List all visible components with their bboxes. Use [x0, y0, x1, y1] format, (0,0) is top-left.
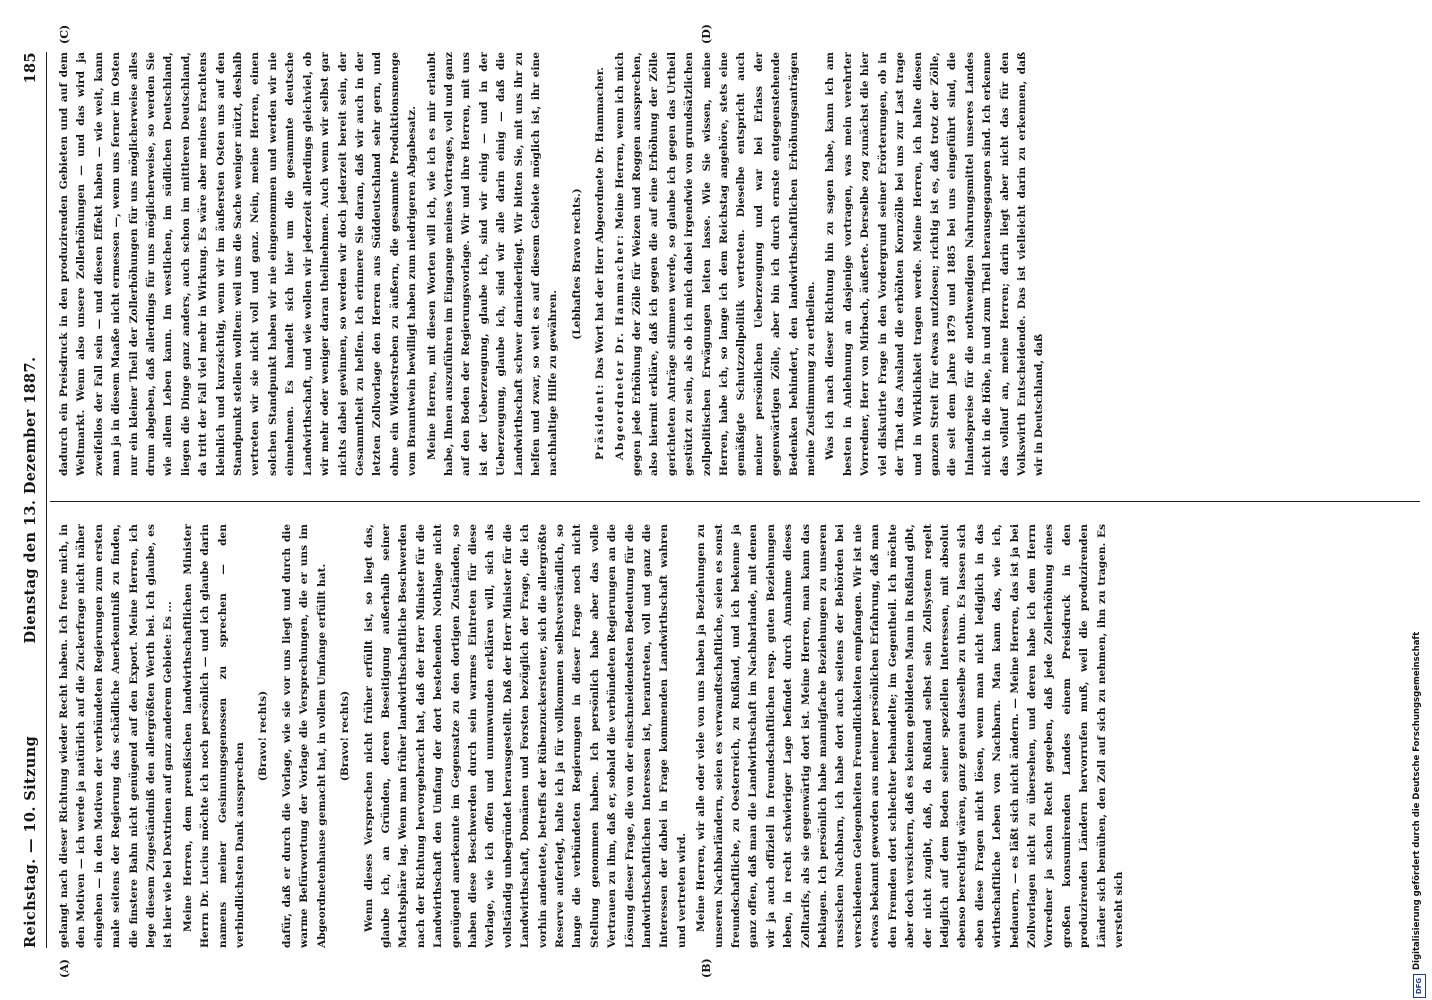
paragraph: dafür, daß er durch die Vorlage, wie sie vor uns liegt und durch die warme Befürwortung der Vorlage die Versprechungen, die er uns im Abgeordnetenhause gemacht hat, in vollem Umfange erfüllt hat.: [280, 524, 328, 948]
margin-marker-b: (B): [700, 958, 713, 978]
margin-marker-c: (C): [58, 24, 71, 44]
paragraph: Was ich nach dieser Richtung hin zu sagen habe, kann ich am besten in Anlehnung an dasjenige vortragen, was mein verehrter Vorredner, Herr von Mirbach, äußerte. Derselbe zog zunächst die hier viel diskutirte Frage in den Vordergrund seiner Erörterungen, ob in der That das Ausland die erhöhten Kornzölle bei uns zur Last trage und in Wirklichkeit tragen werde. Meine Herren, ich halte diesen ganzen Streit für etwas nutzlosen; richtig ist es, daß trotz der Zölle, die seit dem Jahre 1879 und 1885 bei uns eingeführt sind, die Inlandspreise für die nothwendigen Nahrungsmittel unseres Landes nicht in die Höhe, in und zum Theil herausgegangen sind. Ich erkenne das vollauf an, meine Herren; darin liegt aber nicht das für den Volkswirth Entscheidende. Das ist vielleicht darin zu erkennen, daß wir in Deutschland, daß: [824, 52, 1046, 476]
speech-text: Das Wort hat der Herr Abgeordnete Dr. Hammacher.: [594, 67, 607, 383]
page-number: 185: [22, 52, 39, 84]
stage-direction: (Bravo! rechts): [339, 690, 352, 782]
column-divider: [50, 501, 1420, 502]
speaker-name: Präsident:: [594, 382, 607, 460]
paragraph: Meine Herren, wir alle oder viele von uns haben ja Beziehungen zu unseren Nachbarländern, seien es verwandtschaftliche, seien es sonst freundschaftliche, zu Oesterreich, zu Rußland, und ich bekenne ja ganz offen, daß man die Landwirthschaft im Nachbarlande, mit denen wir ja auch offiziell in freundschaftlichen resp. guten Beziehungen leben, in recht schwieriger Lage befindet durch Annahme dieses Zolltarifs, als sie gegenwärtig dort ist. Meine Herren, man kann das beklagen. Ich persönlich habe mannigfache Beziehungen zu unseren russischen Nachbarn, ich habe dort auch seitens der Behörden bei verschiedenen Gelegenheiten Freundlichkeiten empfangen. Wir ist nie etwas bekannt geworden aus meiner persönlichen Erfahrung, daß man den Fremden dort schlechter behandelte; im Gegentheil. Ich möchte aber doch versichern, daß es keinen gebildeten Mann in Rußland gibt, der nicht zugibt, daß, da Rußland selbst sein Zollsystem regelt lediglich auf dem Boden seiner speziellen Interessen, mit absolut ebenso berechtigt wären, ganz genau dasselbe zu thun. Es lassen sich eben diese Fragen nicht lösen, wenn man nicht lediglich in das wirthschaftliche Leben von Nachbarn. Man kann das, wie ich, bedauern, — es läßt sich nicht ändern. — Meine Herren, das ist ja bei Zollvorlagen nicht zu übersehen, und deren habe ich dem Herrn Vorredner ja schon Recht gegeben, daß jede Zollerhöhung eines großen konsumirenden Landes einem Preisdruck in den produzirenden Ländern hervorrufen muß, weil die produzirenden Länder sich bemühen, den Zoll auf sich zu nehmen, ihn zu tragen. Es versteht sich: [695, 524, 1125, 948]
page-header: [18, 52, 46, 948]
header-date: Dienstag den 13. Dezember 1887.: [22, 356, 39, 644]
margin-marker-d: (D): [700, 24, 713, 44]
right-text-column: [56, 52, 1416, 476]
paragraph: [592, 52, 609, 476]
paragraph: gelangt nach dieser Richtung wieder Recht haben. Ich freue mich, in den Motiven — ich werde ja natürlich auf die Zuckerfrage nicht näher eingehen — in den Motiven der verbündeten Regierungen zum ersten male seitens der Regierung das schädliche Anerkenntniß zu finden, die finstere Bahn nicht genügend auf den Export. Meine Herren, ich lege diesem Zugeständniß den allergrößten Werth bei. Ich glaube, es ist hier wie bei Dextrinen auf ganz anderem Gebiete: Es ...: [58, 524, 175, 948]
paragraph: dadurch ein Preisdruck in den produzirenden Gebieten und auf dem Weltmarkt. Wenn also unsere Zollerhöhungen — und das wird ja zweifellos der Fall sein — und diesen Effekt haben — wie weit, kann man ja in diesem Maaße nicht ermessen —, wenn uns ferner im Osten nur ein kleiner Theil der Zollerhöhungen für uns möglicherweise alles drum abgeben, daß allerdings für uns möglicherweise, so werden Sie wie allem Leben kann. Im westlichen, im südlichen Deutschland, liegen die Dinge ganz anders, auch schon im mittleren Deutschland, da tritt der Fall viel mehr in Wirkung. Es wäre aber meines Erachtens kleinlich und kurzsichtig, wenn wir im äußersten Osten uns auf den Standpunkt stellen wollten: weil uns die Sache weniger nützt, deshalb vertreten wir sie nicht voll und ganz. Nein, meine Herren, einen solchen Standpunkt haben wir nie eingenommen und werden wir nie einnehmen. Es handelt sich hier um die gesammte deutsche Landwirthschaft, und wie wollen wir jederzeit allerdings gleichviel, ob wir mehr oder weniger daran theilnehmen. Auch wenn wir selbst gar nichts dabei gewinnen, so werden wir doch jederzeit bereit sein, der Gesammtheit zu helfen. Ich erinnere Sie daran, daß wir auch in der letzten Zollvorlage den Herren aus Süddeutschland sehr gern, und ohne ein Widerstreben zu äußern, die gesammte Produktionsmenge vom Branntwein bewilligt haben zum niedrigeren Abgabesatz.: [58, 52, 419, 476]
paragraph: Meine Herren, dem preußischen landwirthschaftlichen Minister Herrn Dr. Lucius möchte ich noch persönlich — und ich glaube darin namens meiner Gesinnungsgenossen zu sprechen — den verbindlichsten Dank aussprechen: [181, 524, 247, 948]
digitization-credit: [1412, 0, 1428, 1000]
paragraph: Meine Herren, mit diesen Worten will ich, wie ich es mir erlaubt habe, Ihnen auszuführen im Eingange meines Vortrages, voll und ganz auf den Boden der Regierungsvorlage. Wir und ihre Herren, mit uns ist der Ueberzeugung, glaube ich, sind wir einig — und in der Ueberzeugung, glaube ich, sind wir alle darin einig — daß die Landwirthschaft schwer darniederliegt. Wir bitten Sie, mit uns ihr zu helfen und zwar, so weit es auf diesem Gebiete möglich ist, ihr eine nachhaltige Hilfe zu gewähren.: [425, 52, 560, 476]
header-session: Reichstag. — 10. Sitzung: [22, 735, 39, 948]
paragraph: Wenn dieses Versprechen nicht früher erfüllt ist, so liegt das, glaube ich, an Gründen, deren Beseitigung außerhalb seiner Machtsphäre lag. Wenn man früher landwirthschaftliche Beschwerden nach der Richtung hervorgebracht hat, daß der Herr Minister für die Landwirthschaft den Umfang der dort bestehenden Nothlage nicht genügend anerkennte im Gegensatze zu den dortigen Zuständen, so haben diese Beschwerden durch sein warmes Eintreten für diese Vorlage, wie ich offen und unumwunden erklären will, sich als vollständig unbegründet herausgestellt. Daß der Herr Minister für die Landwirthschaft, Domänen und Forsten bezüglich der Frage, die ich vorhin andeutete, betreffs der Rübenzuckersteuer, sich die allergrößte Reserve auferlegt, halte ich ja für vollkommen selbstverständlich, so lange die verbündeten Regierungen in dieser Frage noch nicht Stellung genommen haben. Ich persönlich habe aber das volle Vertrauen zu ihm, daß er, sobald die verbündeten Regierungen an die Lösung dieser Frage, die von der einschneidendsten Bedeutung für die landwirthschaftlichen Interessen ist, herantreten, voll und ganz die Interessen der dabei in Frage kommenden Landwirthschaft wahren und vertreten wird.: [362, 524, 688, 948]
stage-direction: (Bravo! rechts): [257, 690, 270, 782]
dfg-logo: DFG: [1413, 974, 1426, 998]
margin-marker-a: (A): [58, 959, 71, 978]
header-rule: [46, 52, 47, 948]
speaker-name: Abgeordneter Dr. Hammacher:: [613, 233, 626, 460]
paragraph: [612, 52, 821, 476]
stage-direction: (Lebhaftes Bravo rechts.): [570, 188, 583, 340]
digitization-credit-text: Digitalisierung gefördert durch die Deutsche Forschungsgemeinschaft: [1412, 631, 1422, 970]
left-text-column: [56, 524, 1416, 948]
speech-text: Meine Herren, wenn ich mich gegen jede Erhöhung der Zölle für Weizen und Roggen aussprechen, also hiermit erkläre, daß ich gegen die auf eine Erhöhung der Zölle gerichteten Anträge stimmen werde, so glaube ich gegen das Urtheil gestützt zu sein, als ob ich mich dabei irgendwie von grundsätzlichen zollpolitischen Erwägungen leiten lasse. Wie Sie wissen, meine Herren, habe ich, so lange ich dem Reichstag angehöre, stets eine gemäßigte Schutzzollpolitik vertreten. Dieselbe entspricht auch meiner persönlichen Ueberzeugung und war bei Erlass der gegenwärtigen Zölle, aber bin ich durch ernste entgegenstehende Bedenken behindert, den landwirthschaftlichen Erhöhungsanträgen meine Zustimmung zu ertheilen.: [613, 52, 818, 476]
